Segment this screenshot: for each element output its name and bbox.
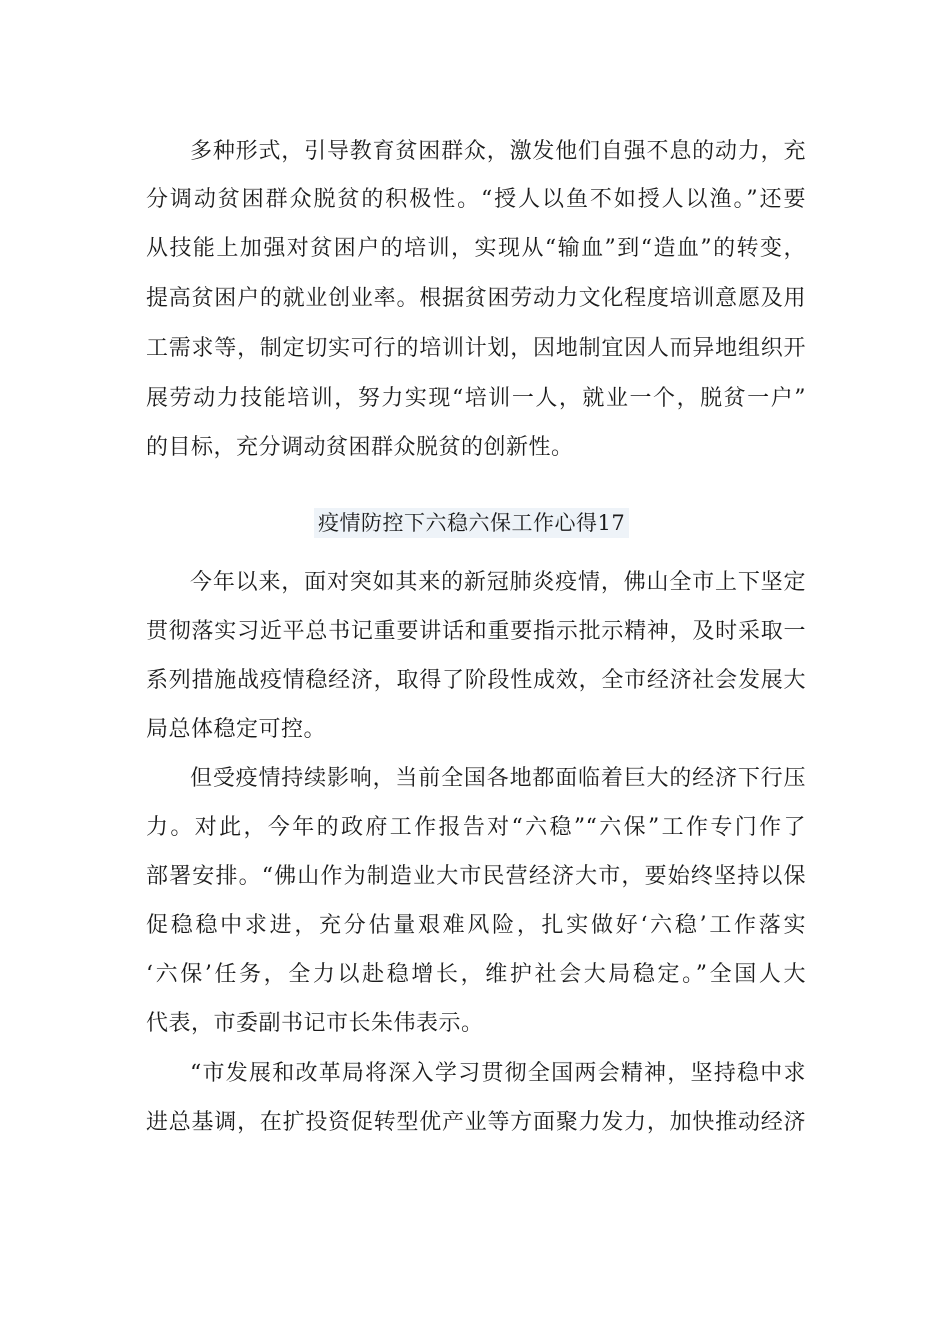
para1-line-5: 工需求等，制定切实可行的培训计划，因地制宜因人而异地组织开 [146, 336, 806, 361]
para4-line-1: “市发展和改革局将深入学习贯彻全国两会精神，坚持稳中求 [190, 1061, 806, 1086]
para1-line-4: 提高贫困户的就业创业率。根据贫困劳动力文化程度培训意愿及用 [146, 286, 806, 311]
para3-line-5: ‘六保’任务，全力以赴稳增长，维护社会大局稳定。”全国人大 [146, 962, 806, 987]
para1-line-1: 多种形式，引导教育贫困群众，激发他们自强不息的动力，充 [190, 139, 806, 164]
para1-line-6: 展劳动力技能培训，努力实现“培训一人，就业一个，脱贫一户” [146, 386, 806, 411]
para3-line-4: 促稳稳中求进，充分估量艰难风险，扎实做好‘六稳’工作落实 [146, 913, 806, 938]
para3-line-2: 力。对此，今年的政府工作报告对“六稳”“六保”工作专门作了 [146, 815, 806, 840]
para3-line-1: 但受疫情持续影响，当前全国各地都面临着巨大的经济下行压 [190, 766, 806, 791]
para1-line-7: 的目标，充分调动贫困群众脱贫的创新性。 [146, 435, 574, 460]
para2-line-4: 局总体稳定可控。 [146, 717, 327, 742]
para4-line-2: 进总基调，在扩投资促转型优产业等方面聚力发力，加快推动经济 [146, 1110, 806, 1135]
para2-line-3: 系列措施战疫情稳经济，取得了阶段性成效，全市经济社会发展大 [146, 668, 806, 693]
para3-line-6: 代表，市委副书记市长朱伟表示。 [146, 1011, 484, 1036]
para2-line-1: 今年以来，面对突如其来的新冠肺炎疫情，佛山全市上下坚定 [190, 570, 806, 595]
para3-line-3: 部署安排。“佛山作为制造业大市民营经济大市，要始终坚持以保 [146, 864, 806, 889]
para2-line-2: 贯彻落实习近平总书记重要讲话和重要指示批示精神，及时采取一 [146, 619, 806, 644]
section-title: 疫情防控下六稳六保工作心得17 [314, 508, 629, 538]
para1-line-2: 分调动贫困群众脱贫的积极性。“授人以鱼不如授人以渔。”还要 [146, 187, 806, 212]
para1-line-3: 从技能上加强对贫困户的培训，实现从“输血”到“造血”的转变， [146, 236, 806, 261]
